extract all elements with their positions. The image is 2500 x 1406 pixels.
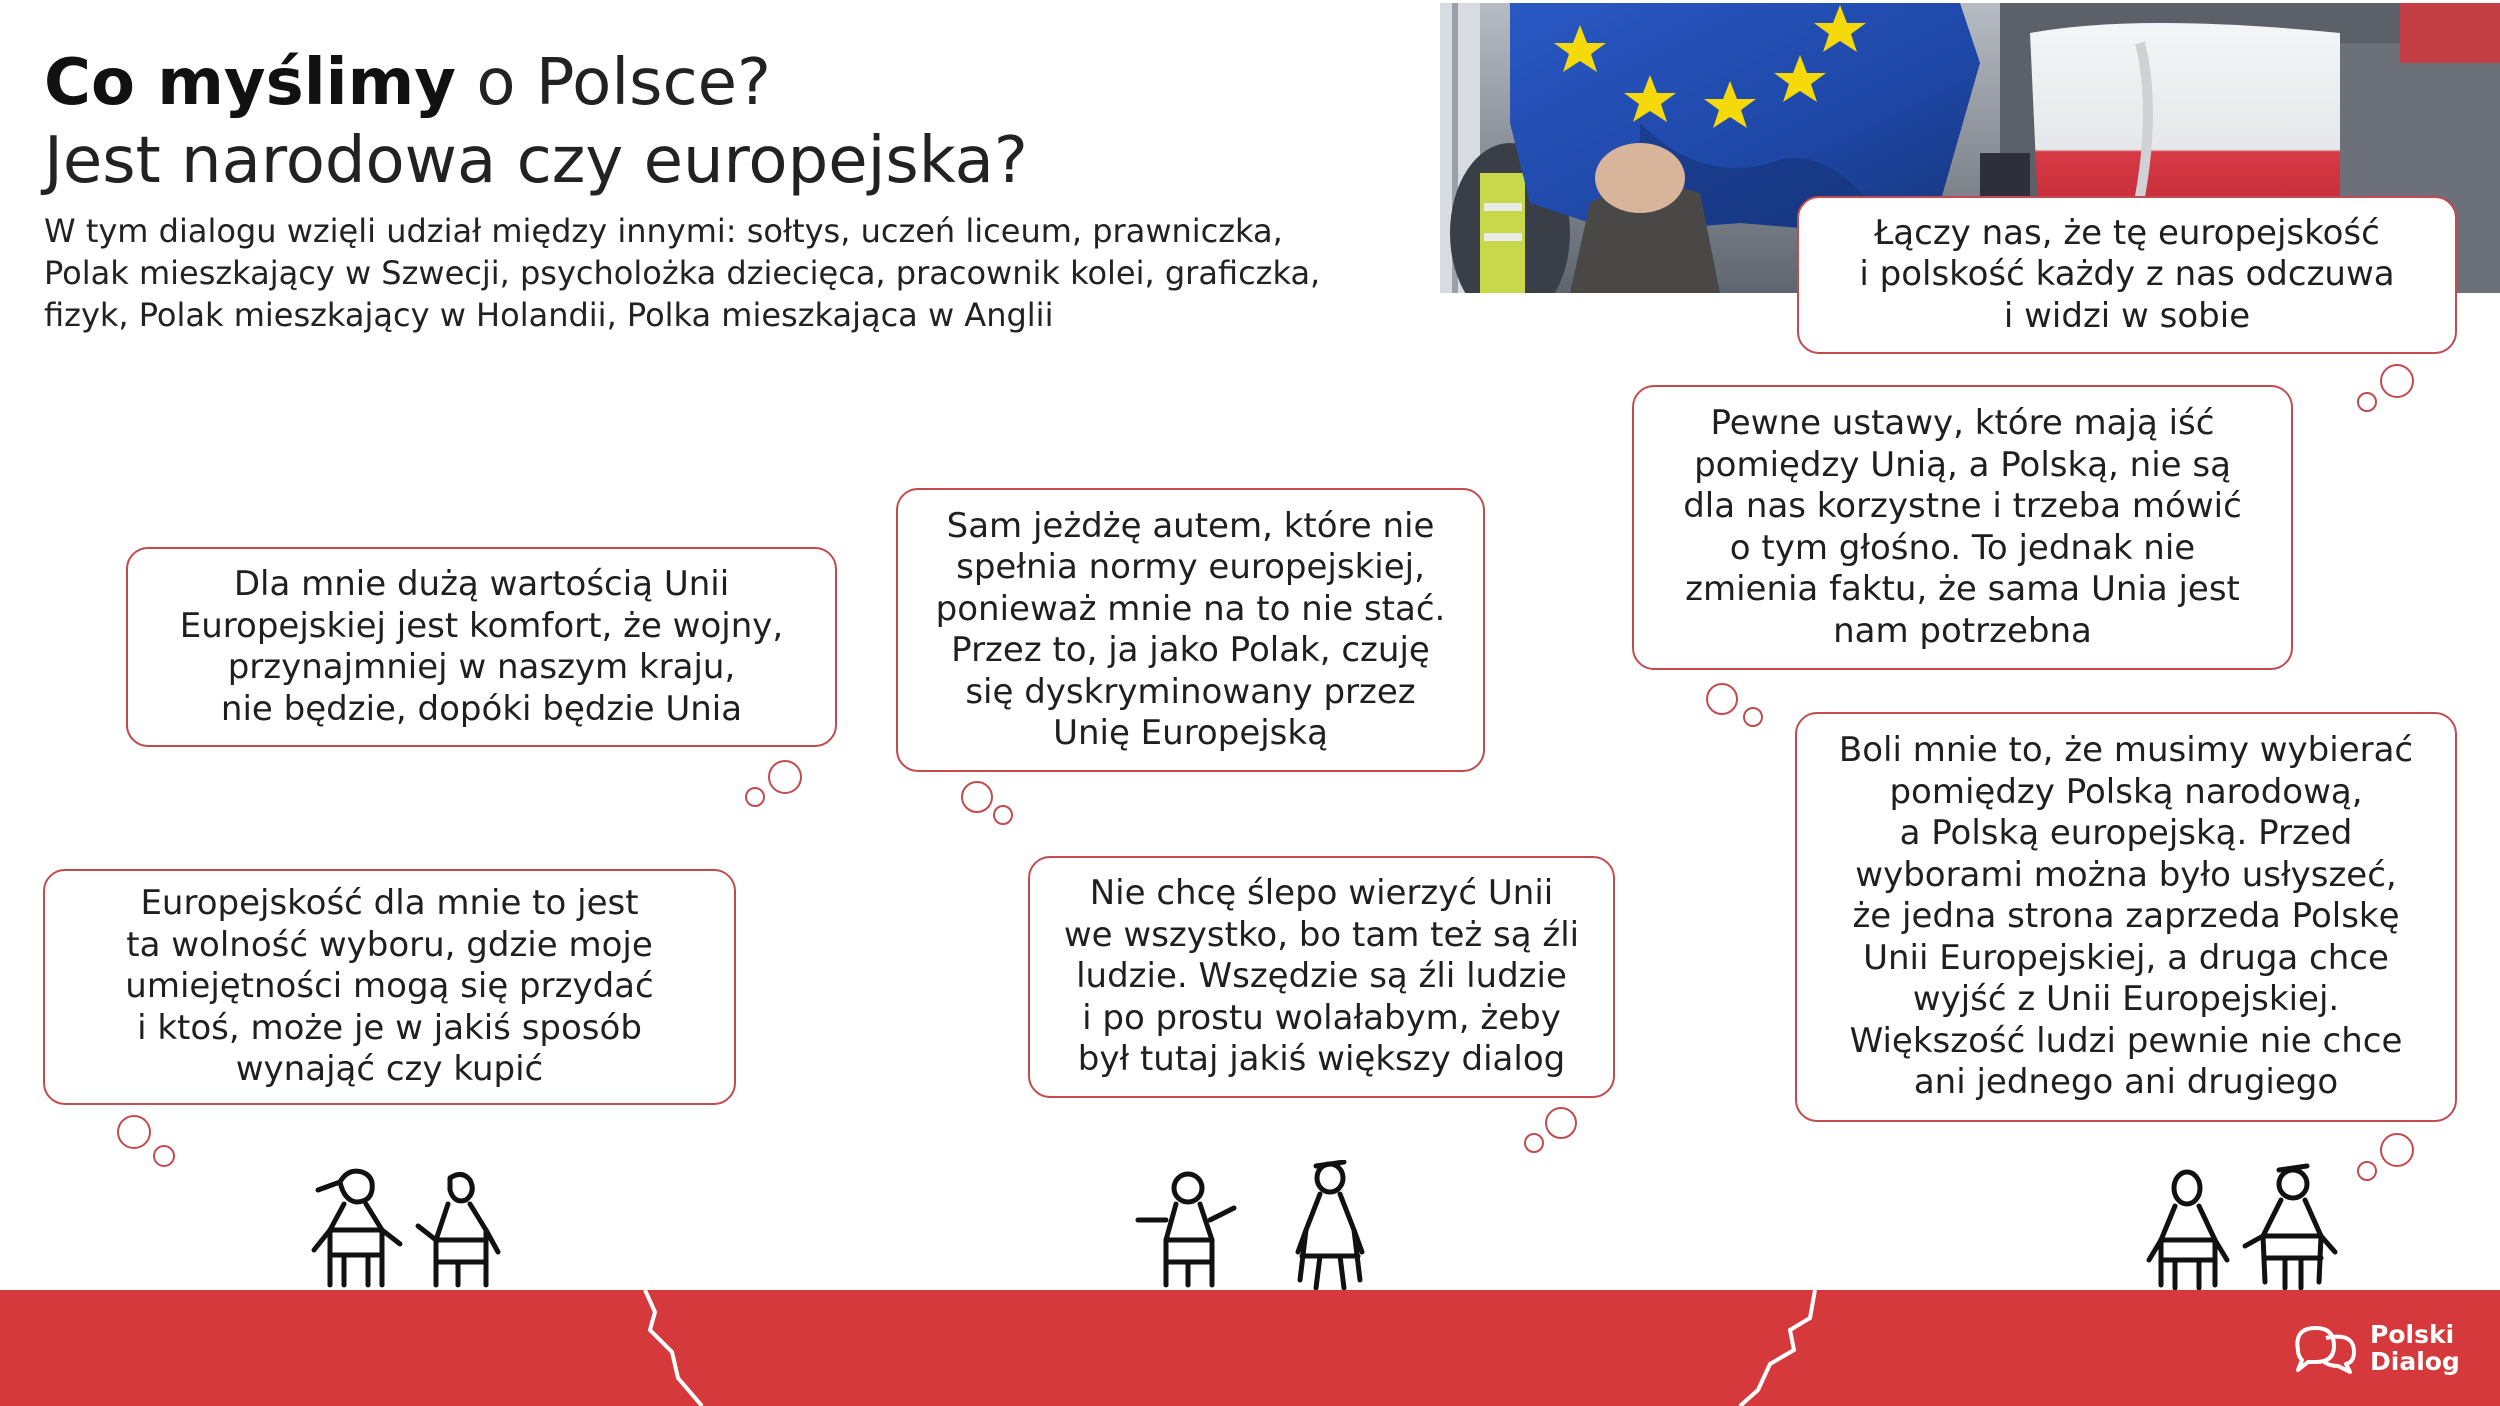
intro-line: W tym dialogu wzięli udział między innymi: sołtys, uczeń liceum, prawniczka, xyxy=(44,212,1283,250)
quote-line: o tym głośno. To jednak nie xyxy=(1729,527,2196,568)
thought-dot xyxy=(2380,364,2414,398)
quote-bubble-2 xyxy=(1632,385,2293,670)
quote-line: pomiędzy Polską narodową, xyxy=(1889,771,2363,812)
quote-line: Większość ludzi pewnie nie chce xyxy=(1849,1020,2403,1061)
quote-line: wyjść z Unii Europejskiej. xyxy=(1912,979,2340,1020)
quote-bubble-4 xyxy=(126,547,837,747)
quote-line: Unię Europejską xyxy=(1053,713,1328,753)
quote-line: Przez to, ja jako Polak, czuję xyxy=(951,630,1430,670)
thought-dot xyxy=(2357,1161,2377,1181)
quote-line: ludzie. Wszędzie są źli ludzie xyxy=(1076,956,1567,997)
quote-line: Europejskość dla mnie to jest xyxy=(140,883,639,924)
people-group-left xyxy=(300,1160,530,1295)
quote-line: pomiędzy Unią, a Polską, nie są xyxy=(1694,444,2231,485)
title-rest: o Polsce? xyxy=(456,46,771,120)
quote-line: że jedna strona zaprzeda Polskę xyxy=(1852,896,2400,937)
logo-line-1: Polski xyxy=(2370,1320,2455,1349)
quote-line: i ktoś, może je w jakiś sposób xyxy=(137,1007,642,1048)
speech-bubbles-icon xyxy=(2290,1320,2360,1376)
quote-line: dla nas korzystne i trzeba mówić xyxy=(1683,486,2242,526)
intro-text xyxy=(44,210,1444,336)
quote-line: Unii Europejskiej, a druga chce xyxy=(1863,937,2389,978)
quote-line: Łączy nas, że tę europejskość xyxy=(1874,212,2380,253)
thought-dot xyxy=(153,1145,175,1167)
quote-line: we wszystko, bo tam też są źli xyxy=(1063,914,1580,955)
quote-line: i polskość każdy z nas odczuwa xyxy=(1859,254,2395,295)
people-group-right xyxy=(2135,1160,2355,1295)
thought-dot xyxy=(2380,1133,2414,1167)
people-group-center xyxy=(1130,1160,1380,1295)
quote-bubble-7 xyxy=(1795,712,2457,1122)
quote-line: ponieważ mnie na to nie stać. xyxy=(935,588,1446,629)
title-block xyxy=(44,44,1424,200)
quote-line: przynajmniej w naszym kraju, xyxy=(227,647,736,687)
logo-text xyxy=(2370,1321,2460,1375)
quote-line: umiejętności mogą się przydać xyxy=(125,966,654,1007)
quote-line: a Polską europejską. Przed xyxy=(1899,813,2353,854)
quote-line: Dla mnie dużą wartością Unii xyxy=(233,564,730,604)
thought-dot xyxy=(1545,1107,1577,1139)
quote-line: był tutaj jakiś większy dialog xyxy=(1077,1039,1566,1080)
thought-dot xyxy=(1706,683,1738,715)
quote-line: się dyskryminowany przez xyxy=(965,671,1416,712)
quote-line: ta wolność wyboru, gdzie moje xyxy=(126,924,653,965)
intro-line: Polak mieszkający w Szwecji, psycholożka dziecięca, pracownik kolei, graficzka, xyxy=(44,254,1321,292)
quote-line: Nie chcę ślepo wierzyć Unii xyxy=(1089,873,1554,914)
quote-bubble-3 xyxy=(896,488,1485,772)
quote-line: zmienia faktu, że sama Unia jest xyxy=(1685,569,2240,609)
thought-dot xyxy=(117,1115,151,1149)
page-title xyxy=(44,44,1424,122)
thought-dot xyxy=(768,760,802,794)
title-bold: Co myślimy xyxy=(44,46,456,120)
polski-dialog-logo xyxy=(2290,1320,2460,1376)
page-subtitle: Jest narodowa czy europejska? xyxy=(44,124,1028,198)
quote-line: spełnia normy europejskiej, xyxy=(956,547,1425,587)
quote-line: nie będzie, dopóki będzie Unia xyxy=(220,688,743,729)
red-ground-band xyxy=(0,1290,2500,1406)
thought-dot xyxy=(961,781,993,813)
quote-line: Boli mnie to, że musimy wybierać xyxy=(1838,730,2414,771)
quote-bubble-5 xyxy=(43,869,736,1105)
quote-line: wynająć czy kupić xyxy=(235,1049,544,1090)
quote-bubble-1 xyxy=(1797,196,2457,354)
quote-line: Sam jeżdżę autem, które nie xyxy=(946,505,1435,546)
quote-line: wyborami można było usłyszeć, xyxy=(1855,854,2397,895)
quote-line: Pewne ustawy, które mają iść xyxy=(1710,403,2215,443)
quote-line: ani jednego ani drugiego xyxy=(1913,1062,2339,1103)
logo-line-2: Dialog xyxy=(2370,1347,2460,1376)
quote-line: i po prostu wolałabym, żeby xyxy=(1082,997,1561,1038)
quote-line: i widzi w sobie xyxy=(2003,295,2251,336)
quote-bubble-6 xyxy=(1028,856,1615,1098)
thought-dot xyxy=(1524,1133,1544,1153)
thought-dot xyxy=(2357,392,2377,412)
thought-dot xyxy=(745,787,765,807)
intro-line: fizyk, Polak mieszkający w Holandii, Polka mieszkająca w Anglii xyxy=(44,296,1054,334)
thought-dot xyxy=(1743,707,1763,727)
thought-dot xyxy=(993,805,1013,825)
quote-line: Europejskiej jest komfort, że wojny, xyxy=(179,605,784,646)
quote-line: nam potrzebna xyxy=(1833,610,2092,651)
